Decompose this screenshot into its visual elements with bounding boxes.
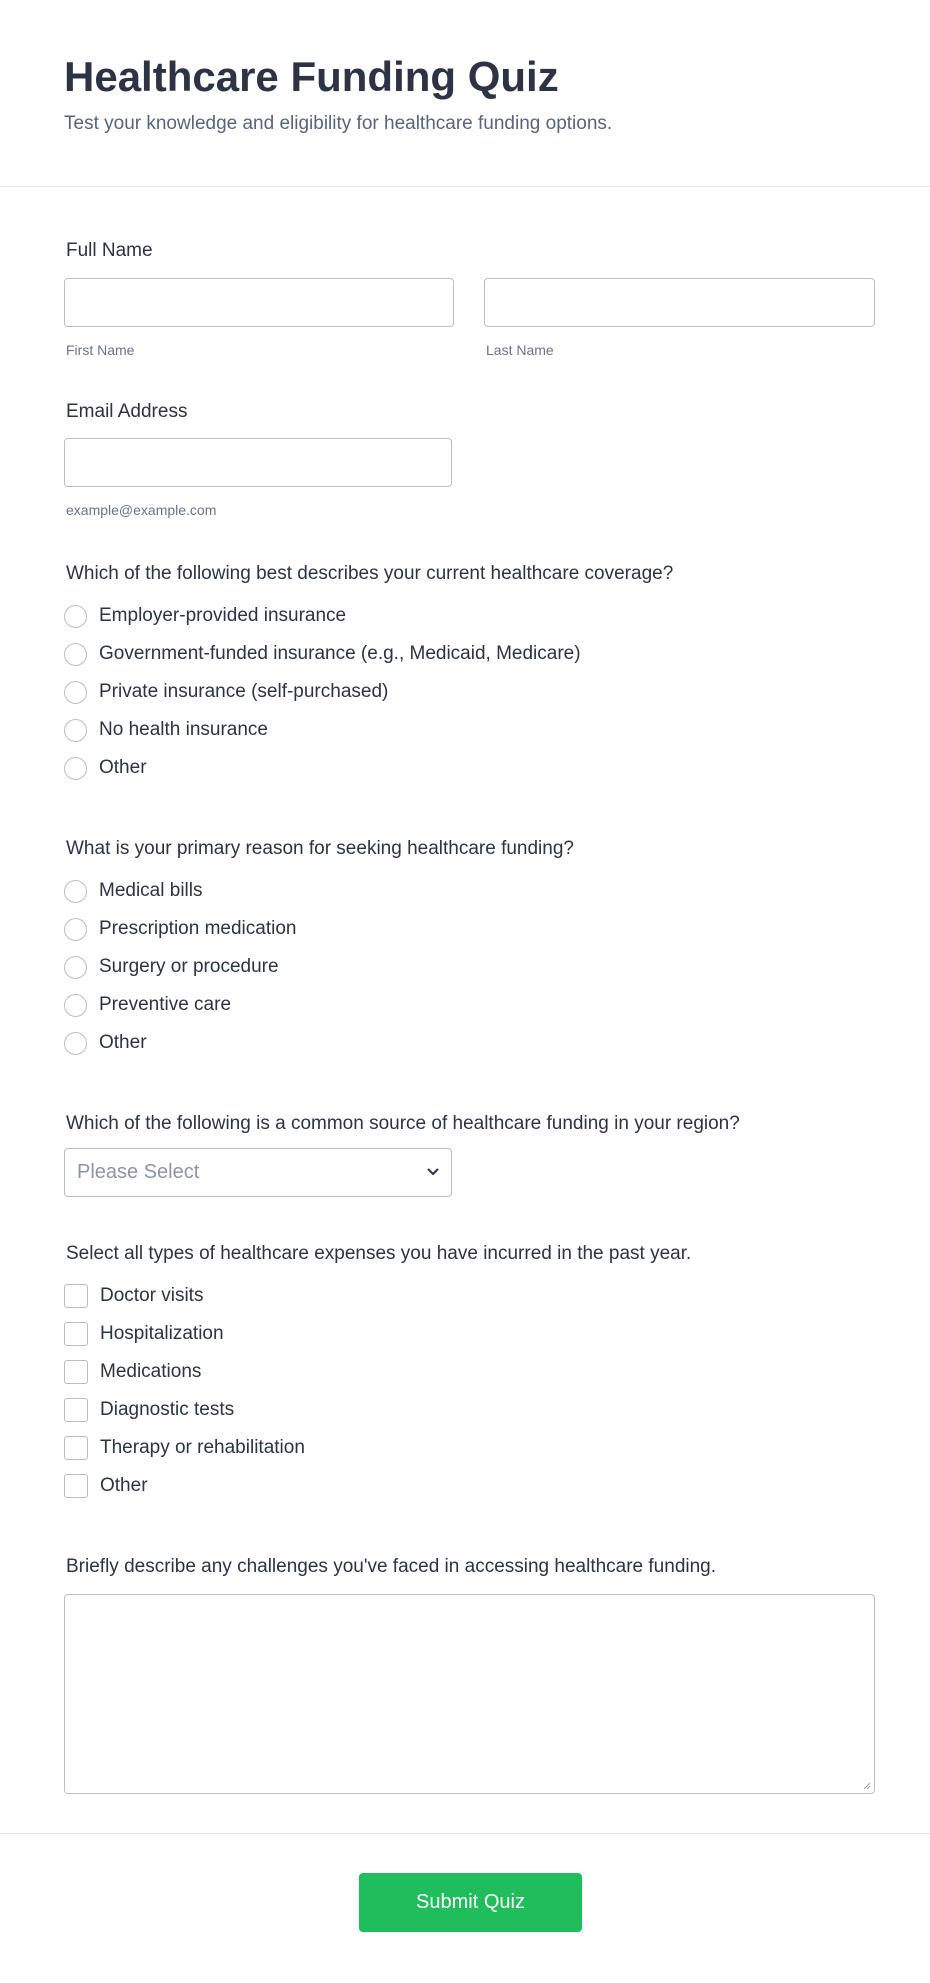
reason-options [64, 872, 866, 1062]
option-label: Diagnostic tests [100, 1399, 235, 1420]
option-label: Private insurance (self-purchased) [99, 681, 389, 702]
option-label: Therapy or rehabilitation [100, 1437, 305, 1458]
coverage-option[interactable] [64, 711, 866, 749]
radio-button[interactable] [64, 994, 87, 1017]
coverage-label: Which of the following best describes your current healthcare coverage? [66, 563, 674, 584]
radio-button[interactable] [64, 605, 87, 628]
page-subtitle: Test your knowledge and eligibility for healthcare funding options. [64, 113, 613, 134]
expense-option[interactable] [64, 1391, 866, 1429]
email-label: Email Address [66, 401, 188, 422]
challenges-textarea[interactable] [64, 1594, 875, 1794]
chevron-down-icon [425, 1164, 441, 1180]
challenges-question [64, 1554, 866, 1794]
coverage-question [64, 561, 866, 787]
coverage-option[interactable] [64, 673, 866, 711]
radio-button[interactable] [64, 956, 87, 979]
expense-option[interactable] [64, 1429, 866, 1467]
option-label: No health insurance [99, 719, 268, 740]
radio-button[interactable] [64, 757, 87, 780]
radio-button[interactable] [64, 918, 87, 941]
source-label: Which of the following is a common source of healthcare funding in your region? [66, 1113, 740, 1134]
expenses-label: Select all types of healthcare expenses you have incurred in the past year. [66, 1243, 692, 1264]
radio-button[interactable] [64, 681, 87, 704]
reason-question [64, 836, 866, 1062]
source-select[interactable] [64, 1148, 452, 1197]
checkbox[interactable] [64, 1398, 88, 1422]
option-label: Surgery or procedure [99, 956, 279, 977]
option-label: Other [99, 757, 147, 778]
checkbox[interactable] [64, 1474, 88, 1498]
expenses-question [64, 1241, 866, 1505]
first-name-sublabel: First Name [66, 342, 135, 358]
expense-option[interactable] [64, 1467, 866, 1505]
radio-button[interactable] [64, 1032, 87, 1055]
coverage-option[interactable] [64, 749, 866, 787]
challenges-label: Briefly describe any challenges you've faced in accessing healthcare funding. [66, 1556, 717, 1577]
option-label: Employer-provided insurance [99, 605, 347, 626]
expense-option[interactable] [64, 1277, 866, 1315]
form-body [0, 238, 930, 1794]
submit-quiz-button[interactable]: Submit Quiz [359, 1873, 582, 1932]
form-footer [0, 1833, 930, 1983]
last-name-sublabel: Last Name [486, 342, 554, 358]
option-label: Other [99, 1032, 147, 1053]
option-label: Doctor visits [100, 1285, 204, 1306]
coverage-option[interactable] [64, 635, 866, 673]
first-name-input[interactable] [64, 278, 454, 327]
email-input[interactable] [64, 438, 452, 487]
checkbox[interactable] [64, 1322, 88, 1346]
checkbox[interactable] [64, 1284, 88, 1308]
reason-option[interactable] [64, 910, 866, 948]
checkbox[interactable] [64, 1360, 88, 1384]
source-question [64, 1111, 866, 1197]
email-field [64, 399, 866, 519]
radio-button[interactable] [64, 643, 87, 666]
option-label: Medical bills [99, 880, 203, 901]
select-value: Please Select [77, 1161, 200, 1183]
reason-label: What is your primary reason for seeking healthcare funding? [66, 838, 574, 859]
last-name-input[interactable] [484, 278, 875, 327]
page-title: Healthcare Funding Quiz [64, 53, 559, 100]
option-label: Medications [100, 1361, 202, 1382]
reason-option[interactable] [64, 872, 866, 910]
reason-option[interactable] [64, 986, 866, 1024]
form-header [0, 0, 930, 187]
full-name-field [64, 238, 866, 359]
option-label: Preventive care [99, 994, 232, 1015]
full-name-label: Full Name [66, 240, 153, 261]
coverage-option[interactable] [64, 597, 866, 635]
reason-option[interactable] [64, 948, 866, 986]
expenses-options [64, 1277, 866, 1505]
option-label: Government-funded insurance (e.g., Medicaid, Medicare) [99, 643, 581, 664]
reason-option[interactable] [64, 1024, 866, 1062]
option-label: Hospitalization [100, 1323, 224, 1344]
option-label: Prescription medication [99, 918, 297, 939]
expense-option[interactable] [64, 1353, 866, 1391]
checkbox[interactable] [64, 1436, 88, 1460]
radio-button[interactable] [64, 719, 87, 742]
coverage-options [64, 597, 866, 787]
option-label: Other [100, 1475, 148, 1496]
expense-option[interactable] [64, 1315, 866, 1353]
email-sublabel: example@example.com [66, 502, 217, 518]
radio-button[interactable] [64, 880, 87, 903]
resize-grip-icon[interactable] [861, 1780, 871, 1790]
